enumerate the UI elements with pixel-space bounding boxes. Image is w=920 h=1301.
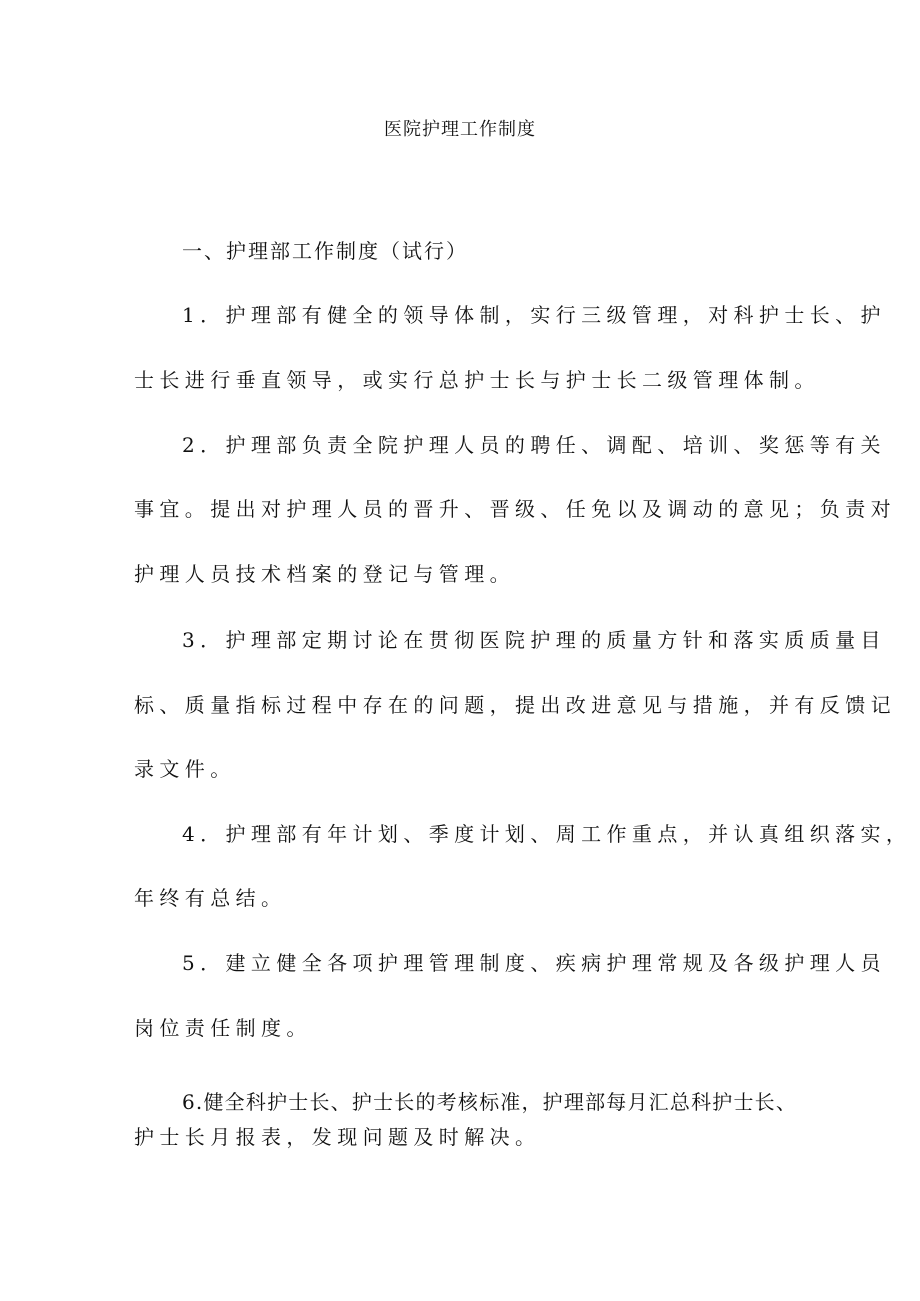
- paragraph-line: 录文件。: [134, 757, 236, 781]
- paragraph-line: 事宜。提出对护理人员的晋升、晋级、任免以及调动的意见；负责对: [134, 497, 896, 521]
- paragraph-line: 年终有总结。: [134, 886, 287, 910]
- paragraph-line: 6.健全科护士长、护士长的考核标准，护理部每月汇总科护士长、: [182, 1090, 798, 1114]
- document-title: 医院护理工作制度: [384, 119, 536, 140]
- paragraph-line: 护士长月报表，发现问题及时解决。: [134, 1125, 541, 1149]
- paragraph-line: 5．建立健全各项护理管理制度、疾病护理常规及各级护理人员: [182, 951, 886, 975]
- paragraph-line: 2．护理部负责全院护理人员的聘任、调配、培训、奖惩等有关: [182, 433, 886, 457]
- paragraph-line: 护理人员技术档案的登记与管理。: [134, 562, 515, 586]
- paragraph-line: 岗位责任制度。: [134, 1016, 312, 1040]
- paragraph-line: 3．护理部定期讨论在贯彻医院护理的质量方针和落实质质量目: [182, 628, 886, 652]
- paragraph-line: 1．护理部有健全的领导体制，实行三级管理，对科护士长、护: [182, 303, 886, 327]
- paragraph-line: 4．护理部有年计划、季度计划、周工作重点，并认真组织落实，: [182, 822, 912, 846]
- paragraph-line: 标、质量指标过程中存在的问题，提出改进意见与措施，并有反馈记: [134, 693, 896, 717]
- paragraph-line: 士长进行垂直领导，或实行总护士长与护士长二级管理体制。: [134, 368, 820, 392]
- section-heading: 一、护理部工作制度（试行）: [182, 239, 468, 263]
